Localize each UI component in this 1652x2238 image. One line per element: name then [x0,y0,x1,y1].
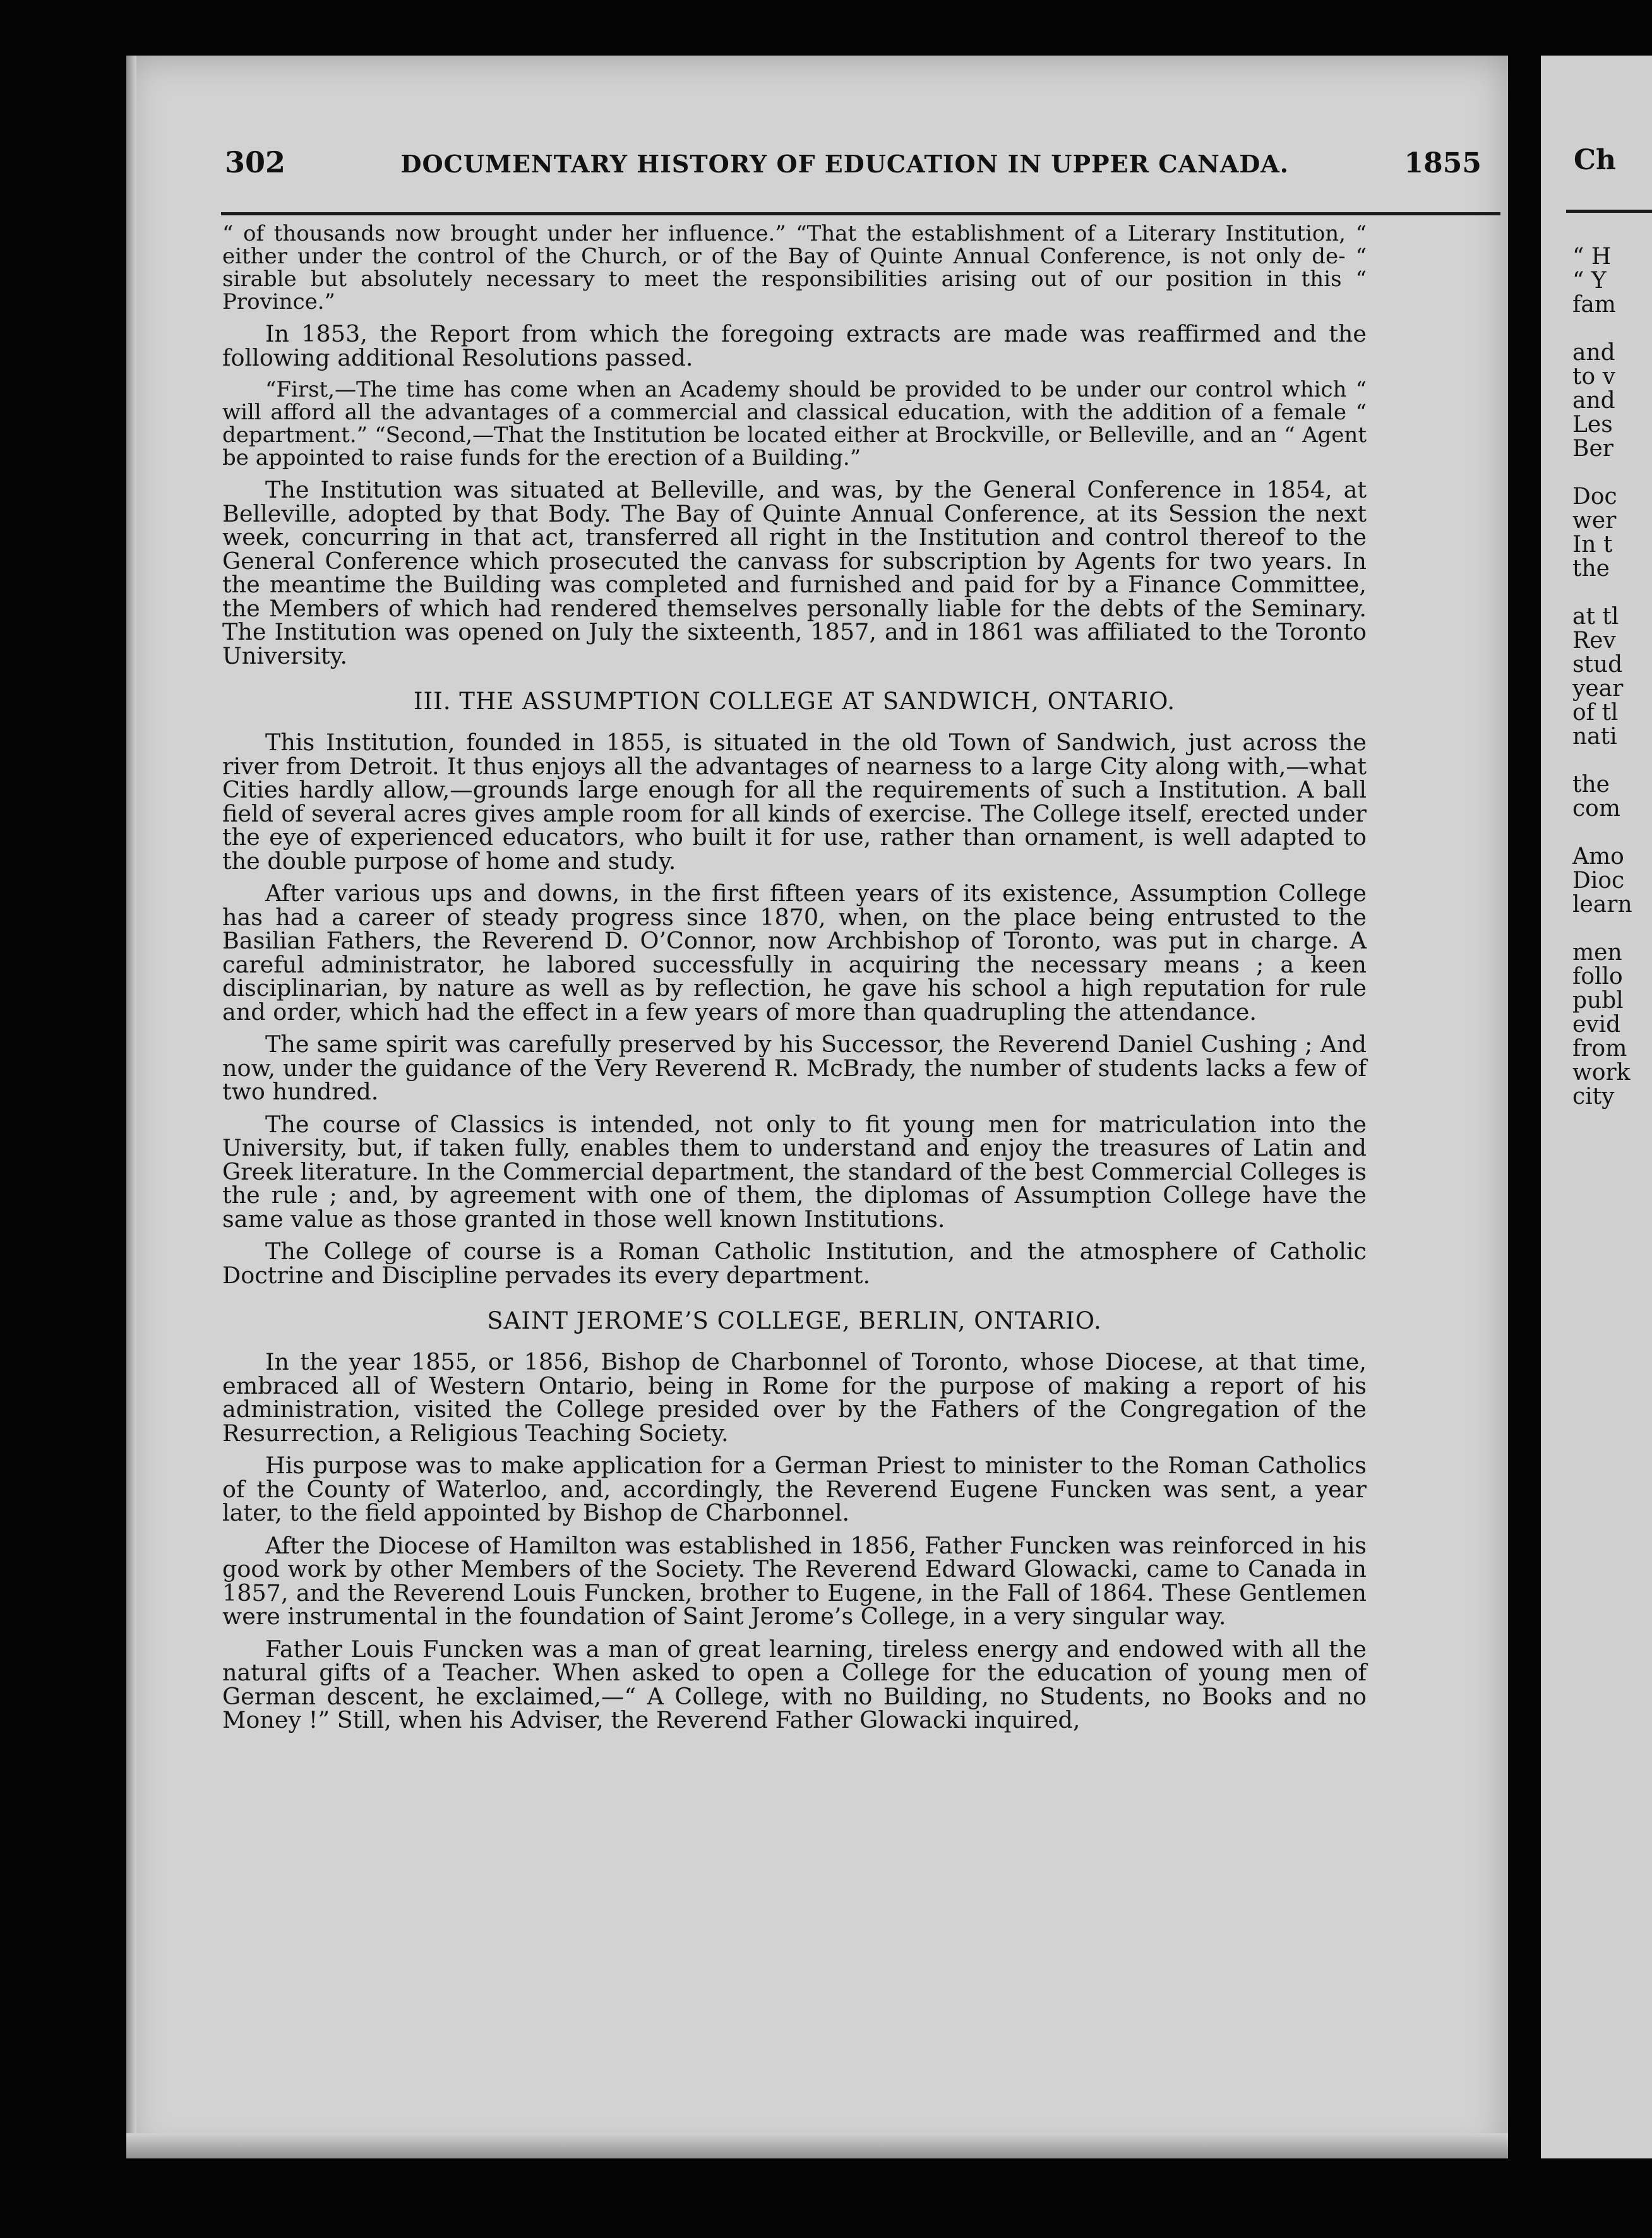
facing-line-fragment: “ Y [1572,268,1607,294]
assumption-paragraph-5: The College of course is a Roman Catholic Institution, and the atmosphere of Catholic Doctrine and Discipline pervades its every department. [222,1238,1367,1289]
facing-line-fragment: year [1572,676,1624,702]
facing-page-text [1572,245,1652,1109]
header-rule [221,212,1500,215]
facing-line-fragment: Rev [1572,628,1616,654]
heading-assumption-college: III. THE ASSUMPTION COLLEGE AT SANDWICH, ONTARIO. [413,688,1176,715]
facing-line-gap [1572,461,1652,485]
facing-line-gap [1572,749,1652,773]
facing-line-fragment: and [1572,388,1615,414]
facing-line-fragment: and [1572,340,1615,366]
page-header [225,145,1481,179]
facing-line-fragment: work [1572,1060,1631,1086]
facing-line-gap [1572,821,1652,845]
facing-line-fragment: the [1572,772,1610,798]
facing-line-fragment: Ber [1572,436,1613,462]
heading-saint-jeromes-college: SAINT JEROME’S COLLEGE, BERLIN, ONTARIO. [487,1307,1102,1334]
jerome-paragraph-4: Father Louis Funcken was a man of great learning, tireless energy and endowed with all the natural gifts of a Teacher. When asked to open a College for the education of young men of German descent, he exclaimed,—“ A College, with no Building, no Students, no Books and no Money !” Still, when his Adviser, the Reverend Father Glowacki inquired, [222,1635,1367,1733]
facing-line-gap [1572,917,1652,941]
running-title: DOCUMENTARY HISTORY OF EDUCATION IN UPPER CANADA. [400,150,1290,178]
header-year: 1855 [1404,147,1481,179]
facing-line-fragment: publ [1572,988,1624,1014]
facing-line-gap [1572,581,1652,605]
paragraph-1853: In 1853, the Report from which the foregoing extracts are made was reaffirmed and the following additional Resolutions passed. [222,320,1367,371]
assumption-paragraph-4: The course of Classics is intended, not only to fit young men for matriculation into the University, but, if taken fully, enables them to understand and enjoy the treasures of Latin and Greek literature. In the Commercial department, the standard of the best Commercial Colleges is the rule ; and, by agreement with one of them, the diplomas of Assumption College have the same value as those granted in those well known Institutions. [222,1110,1367,1233]
page-bottom-shadow [126,2133,1508,2158]
jerome-paragraph-3: After the Diocese of Hamilton was established in 1856, Father Funcken was reinforced in his good work by other Members of the Society. The Reverend Edward Glowacki, came to Canada in 1857, and the Reverend Louis Funcken, brother to Eugene, in the Fall of 1864. These Gentlemen were instrumental in the foundation of Saint Jerome’s College, in a very singular way. [222,1531,1367,1630]
facing-line-fragment: the [1572,556,1610,582]
facing-line-fragment: nati [1572,724,1617,750]
assumption-paragraph-1: This Institution, founded in 1855, is situated in the old Town of Sandwich, just across the river from Detroit. It thus enjoys all the advantages of nearness to a large City along with,—what Cities hardly allow,—grounds large enough for all the requirements of such a Institution. A ball field of several acres gives ample room for all kinds of exercise. The College itself, erected under the eye of experienced educators, who built it for use, rather than ornament, is well adapted to the double purpose of home and study. [222,729,1367,875]
facing-line-fragment: follo [1572,964,1623,990]
facing-line-fragment: evid [1572,1012,1621,1038]
page-body [222,222,1367,1732]
assumption-paragraph-3: The same spirit was carefully preserved by his Successor, the Reverend Daniel Cushing ; And now, under the guidance of the Very Reverend R. McBrady, the number of students lacks a few of two hundred. [222,1031,1367,1105]
jerome-paragraph-1: In the year 1855, or 1856, Bishop de Charbonnel of Toronto, whose Diocese, at that time, embraced all of Western Ontario, being in Rome for the purpose of making a report of his administration, visited the College presided over by the Fathers of the Congregation of the Resurrection, a Religious Teaching Society. [222,1348,1367,1447]
facing-line-fragment: fam [1572,292,1616,318]
facing-line-fragment: city [1572,1084,1615,1110]
facing-line-fragment: to v [1572,364,1615,390]
facing-line-fragment: Amo [1572,844,1624,870]
document-page [126,56,1508,2158]
paragraph-belleville: The Institution was situated at Belleville, and was, by the General Conference in 1854, at Belleville, adopted by that Body. The Bay of Quinte Annual Conference, at its Session the next week, concurring in that act, transferred all right in the Institution and control thereof to the General Conference which prosecuted the canvass for subscription by Agents for two years. In the meantime the Building was completed and furnished and paid for by a Finance Committee, the Members of which had rendered themselves personally liable for the debts of the Seminary. The Institution was opened on July the sixteenth, 1857, and in 1861 was affiliated to the Toronto University. [222,476,1367,669]
jerome-paragraph-2: His purpose was to make application for a German Priest to minister to the Roman Catholics of the County of Waterloo, and, accordingly, the Reverend Eugene Funcken was sent, a year later, to the field appointed by Bishop de Charbonnel. [222,1452,1367,1526]
facing-line-gap [1572,317,1652,341]
facing-line-fragment: of tl [1572,700,1619,726]
facing-line-fragment: stud [1572,652,1623,678]
facing-line-fragment: men [1572,940,1622,966]
facing-line-fragment: Doc [1572,484,1617,510]
page-number: 302 [225,145,286,179]
facing-line-fragment: “ H [1572,244,1612,270]
page-edge-shadow [126,56,136,2158]
facing-line-fragment: wer [1572,508,1617,534]
facing-header-rule [1566,210,1652,213]
resolutions-quote: “First,—The time has come when an Academy should be provided to be under our control which “ will afford all the advantages of a commercial and classical education, with the addition of a female “ department.” “Second,—That the Institution be located either at Brockville, or Belleville, and an “ Agent be appointed to raise funds for the erection of a Building.” [222,377,1367,470]
facing-page-header: Ch [1574,144,1617,176]
facing-line-fragment: at tl [1572,604,1619,630]
facing-line-fragment: Dioc [1572,868,1625,894]
facing-line-fragment: Les [1572,412,1613,438]
facing-line-fragment: In t [1572,532,1613,558]
quotation-continuation: “ of thousands now brought under her influence.” “That the establishment of a Literary Institution, “ either under the control of the Church, or of the Bay of Quinte Annual Conference, is not only de- “ sirable but absolutely necessary to meet the responsibilities arising out of our position in this “ Province.” [222,221,1367,314]
facing-line-fragment: learn [1572,892,1632,918]
assumption-paragraph-2: After various ups and downs, in the first fifteen years of its existence, Assumption College has had a career of steady progress since 1870, when, on the place being entrusted to the Basilian Fathers, the Reverend D. O’Connor, now Archbishop of Toronto, was put in charge. A careful administrator, he labored successfully in acquiring the necessary means ; a keen disciplinarian, by nature as well as by reflection, he gave his school a high reputation for rule and order, which had the effect in a few years of more than quadrupling the attendance. [222,880,1367,1026]
facing-line-fragment: com [1572,796,1620,822]
facing-line-fragment: from [1572,1036,1627,1062]
facing-page-fragment [1541,56,1652,2158]
